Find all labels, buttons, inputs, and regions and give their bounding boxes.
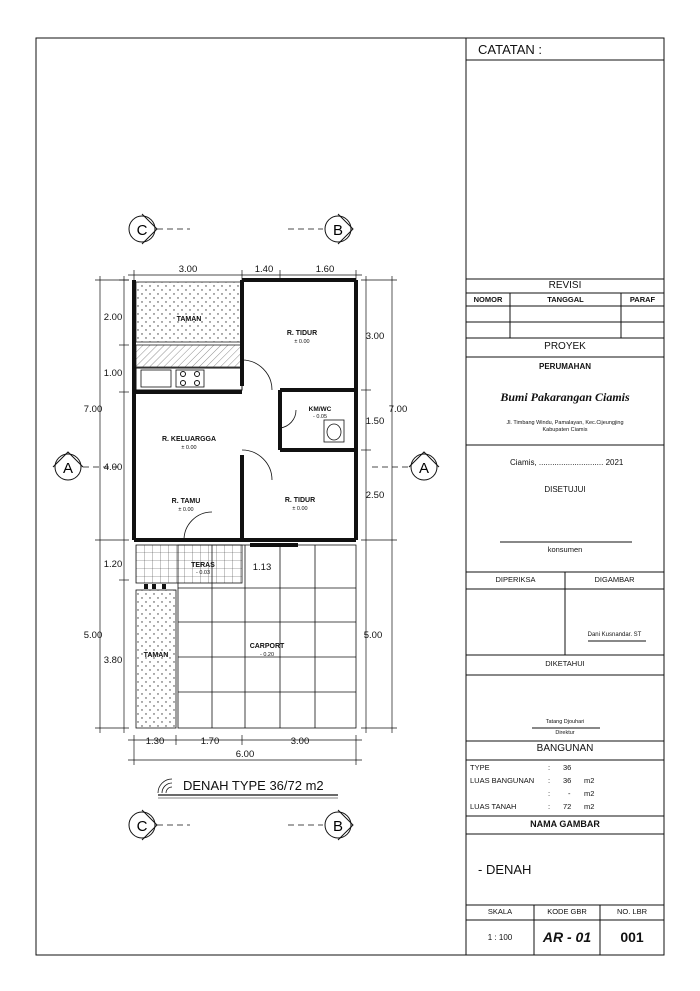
- nama-gambar-value: - DENAH: [478, 862, 532, 877]
- dim-right-3: 2.50: [365, 490, 385, 501]
- dim-right-outer-1: 7.00: [388, 404, 408, 415]
- dim-top-1: 3.00: [178, 264, 198, 275]
- section-marker-c-bottom: [129, 810, 157, 840]
- footer-skala-label: SKALA: [487, 907, 513, 916]
- taman-bottom-area: [136, 590, 176, 728]
- taman-top-area: [136, 282, 242, 342]
- section-marker-c-top: [129, 214, 157, 244]
- dim-left-5: 3.80: [103, 655, 123, 666]
- bangunan-row-unit: m2: [584, 802, 595, 811]
- section-label-b-bottom: B: [332, 818, 344, 835]
- dim-top-3: 1.60: [315, 264, 335, 275]
- bangunan-row-unit: m2: [584, 776, 595, 785]
- dim-left-3: 4.00: [103, 462, 123, 473]
- room-elev-keluarga: ± 0.00: [181, 445, 197, 451]
- bangunan-row-value: 36: [563, 763, 572, 772]
- dim-right-1: 3.00: [365, 331, 385, 342]
- room-label-kmwc: KM/WC: [308, 406, 332, 413]
- room-label-tidur-2: R. TIDUR: [284, 497, 316, 504]
- approval-diperiksa: DIPERIKSA: [495, 575, 536, 584]
- section-label-c-top: C: [136, 222, 148, 239]
- section-marker-a-left: [53, 452, 83, 480]
- footer-kode-value: AR - 01: [542, 929, 592, 945]
- bangunan-row-value: -: [568, 789, 571, 798]
- footer-lbr-label: NO. LBR: [616, 907, 647, 916]
- toilet-icon: [324, 420, 344, 442]
- bangunan-row-sep: :: [548, 763, 551, 772]
- footer-lbr-value: 001: [620, 929, 644, 945]
- section-label-c-bottom: C: [136, 818, 148, 835]
- dim-bottom-2: 1.70: [200, 736, 220, 747]
- section-label-b-top: B: [332, 222, 344, 239]
- room-label-taman-top: TAMAN: [176, 316, 202, 323]
- approval-konsumen: konsumen: [547, 545, 583, 554]
- room-label-tamu: R. TAMU: [171, 498, 201, 505]
- sink: [141, 370, 171, 387]
- room-elev-kmwc: - 0.05: [312, 414, 328, 420]
- section-label-a-right: A: [418, 460, 430, 477]
- approval-diketahui: DIKETAHUI: [545, 659, 585, 668]
- dim-left-4: 1.20: [103, 559, 123, 570]
- dim-left-outer-1: 7.00: [83, 404, 103, 415]
- dim-top-2: 1.40: [254, 264, 274, 275]
- approval-drafter: Dani Kusnandar. ST: [587, 632, 642, 638]
- proyek-name: Bumi Pakarangan Ciamis: [500, 390, 630, 404]
- section-marker-a-right: [409, 452, 439, 480]
- dim-teras-width: 1.13: [252, 562, 272, 573]
- bangunan-row-label: TYPE: [470, 763, 490, 772]
- bangunan-row-unit: m2: [584, 789, 595, 798]
- room-label-taman-bottom: TAMAN: [143, 652, 169, 659]
- dim-right-outer-2: 5.00: [363, 630, 383, 641]
- room-label-teras: TERAS: [191, 562, 215, 569]
- bangunan-row-value: 72: [563, 802, 572, 811]
- bangunan-row-sep: :: [548, 789, 551, 798]
- approval-director-title: Direktur: [555, 730, 575, 736]
- section-marker-b-top: [325, 214, 353, 244]
- catatan-title: CATATAN :: [478, 42, 543, 57]
- approval-disetujui: DISETUJUI: [544, 485, 586, 494]
- plan-title: DENAH TYPE 36/72 m2: [183, 778, 324, 793]
- proyek-address-2: Kabupaten Ciamis: [542, 427, 588, 433]
- bangunan-row-label: LUAS BANGUNAN: [470, 776, 535, 785]
- bangunan-row-value: 36: [563, 776, 572, 785]
- footer-skala-value: 1 : 100: [487, 933, 513, 942]
- bangunan-row-sep: :: [548, 776, 551, 785]
- room-label-keluarga: R. KELUARGGA: [161, 436, 217, 443]
- revisi-col-nomor: NOMOR: [473, 295, 503, 304]
- room-elev-teras: - 0.03: [195, 570, 211, 576]
- dim-bottom-1: 1.30: [145, 736, 165, 747]
- room-elev-carport: - 0.20: [259, 652, 275, 658]
- dim-left-2: 1.00: [103, 368, 123, 379]
- stove-icon: [176, 370, 204, 387]
- section-label-a-left: A: [62, 460, 74, 477]
- dim-left-outer-2: 5.00: [83, 630, 103, 641]
- north-arrow-icon: [158, 779, 172, 793]
- bangunan-row-label: LUAS TANAH: [470, 802, 517, 811]
- room-elev-tidur-2: ± 0.00: [292, 506, 308, 512]
- proyek-address-1: Jl. Timbang Windu, Pamalayan, Kec.Cijeungjing: [506, 420, 624, 426]
- approval-director-name: Tatang Djouhari: [545, 719, 585, 725]
- revisi-title: REVISI: [548, 280, 582, 291]
- proyek-subtitle: PERUMAHAN: [539, 362, 591, 371]
- room-label-tidur-1: R. TIDUR: [286, 330, 318, 337]
- teras-area: [136, 545, 242, 583]
- revisi-col-paraf: PARAF: [629, 295, 656, 304]
- section-cut-lines: [83, 229, 409, 825]
- bangunan-title: BANGUNAN: [536, 743, 594, 754]
- approval-place-date: Ciamis, ............................. 2021: [510, 458, 624, 467]
- room-elev-tamu: ± 0.00: [178, 507, 194, 513]
- room-elev-tidur-1: ± 0.00: [294, 339, 310, 345]
- approval-digambar: DIGAMBAR: [594, 575, 635, 584]
- proyek-title: PROYEK: [544, 341, 586, 352]
- dim-bottom-total: 6.00: [235, 749, 255, 760]
- revisi-col-tanggal: TANGGAL: [547, 295, 584, 304]
- floor-plan: [53, 214, 439, 840]
- section-marker-b-bottom: [325, 810, 353, 840]
- kitchen-hatch: [136, 345, 242, 367]
- dim-left-1: 2.00: [103, 312, 123, 323]
- nama-gambar-title: NAMA GAMBAR: [530, 819, 600, 829]
- bangunan-row-sep: :: [548, 802, 551, 811]
- room-label-carport: CARPORT: [249, 643, 285, 650]
- dim-right-2: 1.50: [365, 416, 385, 427]
- dim-bottom-3: 3.00: [290, 736, 310, 747]
- fence-posts: [144, 584, 166, 589]
- footer-kode-label: KODE GBR: [547, 907, 587, 916]
- sheet-border: [36, 38, 664, 955]
